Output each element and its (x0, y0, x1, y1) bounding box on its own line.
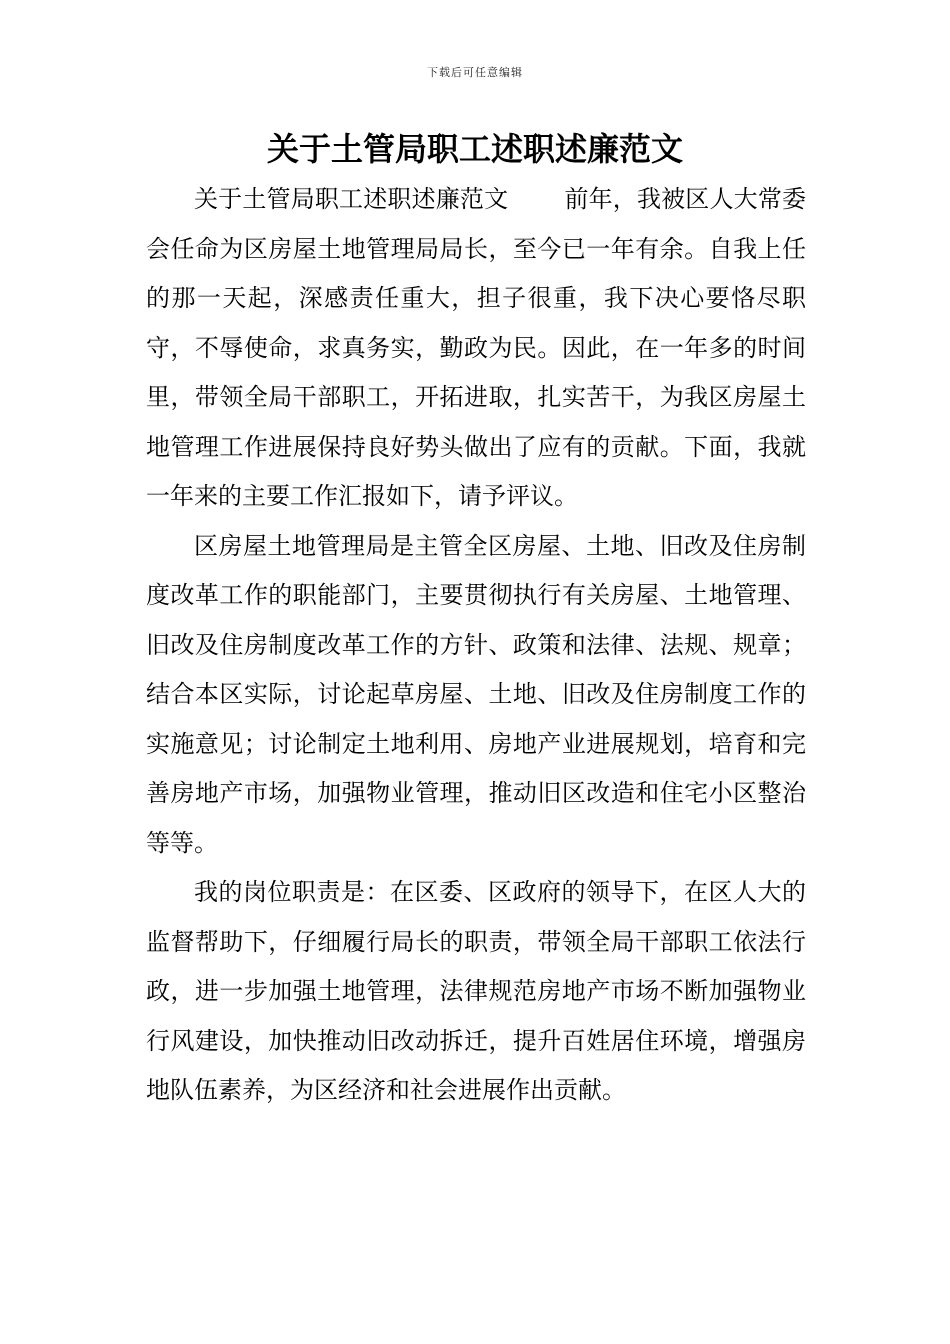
header-note: 下载后可任意编辑 (427, 66, 523, 79)
paragraph-2: 区房屋土地管理局是主管全区房屋、土地、旧改及住房制度改革工作的职能部门，主要贯彻执行有关房屋、土地管理、旧改及住房制度改革工作的方针、政策和法律、法规、规章；结合本区实际，讨论起草房屋、土地、旧改及住房制度工作的实施意见；讨论制定土地利用、房地产业进展规划，培育和完善房地产市场，加强物业管理，推动旧区改造和住宅小区整治等等。 (146, 531, 806, 857)
paragraph-1 (146, 175, 806, 522)
paragraph-1-text: 前年，我被区人大常委会任命为区房屋土地管理局局长，至今已一年有余。自我上任的那一天起，深感责任重大，担子很重，我下决心要恪尽职守，不辱使命，求真务实，勤政为民。因此，在一年多的时间里，带领全局干部职工，开拓进取，扎实苦干，为我区房屋土地管理工作进展保持良好势头做出了应有的贡献。下面，我就一年来的主要工作汇报如下，请予评议。 (146, 185, 807, 510)
paragraph-1-lead: 关于土管局职工述职述廉范文 (194, 185, 509, 213)
document-title: 关于土管局职工述职述廉范文 (266, 130, 683, 168)
paragraph-3: 我的岗位职责是：在区委、区政府的领导下，在区人大的监督帮助下，仔细履行局长的职责，带领全局干部职工依法行政，进一步加强土地管理，法律规范房地产市场不断加强物业行风建设，加快推动旧改动拆迁，提升百姓居住环境，增强房地队伍素养，为区经济和社会进展作出贡献。 (146, 878, 806, 1104)
document-body (146, 175, 806, 1116)
